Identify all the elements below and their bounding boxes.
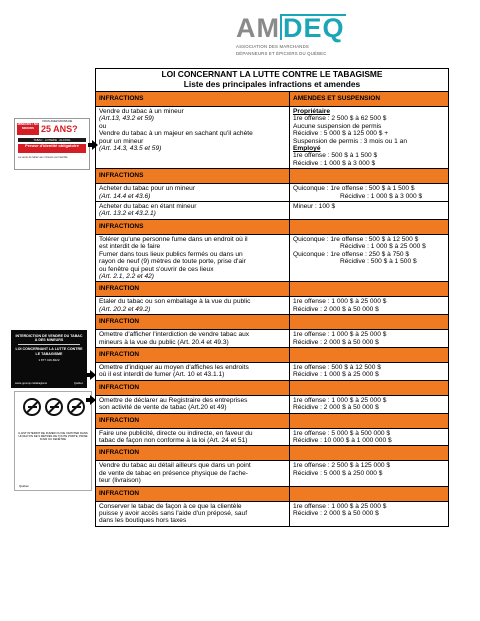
cell-line: Mineur : 100 $ [293, 203, 336, 211]
poster3-text: IL EST INTERDIT DE FUMER OU DE VAPOTER DANS UN RAYON DE 9 MÈTRES DE TOUTE PORTE, PRISE D'AIR OU FENÊTRE [18, 431, 88, 442]
cell-line: mineurs à la vue du public (Art. 20.4 et 49.3) [99, 338, 229, 346]
section-header-empty [290, 220, 448, 234]
infraction-cell [96, 363, 290, 380]
cell-line: Propriétaire [293, 108, 331, 115]
section-header-label: INFRACTION [96, 446, 290, 460]
infraction-section [96, 282, 448, 315]
cell-line: Récidive : 500 $ à 1 500 $ [340, 258, 417, 266]
section-header-label: INFRACTIONS [96, 169, 290, 183]
cell-line: Vendre du tabac au détail ailleurs que dans un point [99, 462, 251, 470]
infractions-table [95, 68, 449, 527]
section-header-label: INFRACTION [96, 414, 290, 428]
table-row [96, 297, 448, 315]
section-header-label: INFRACTION [96, 315, 290, 329]
arrow-icon [86, 370, 96, 380]
section-header-label: INFRACTION [96, 381, 290, 395]
cell-line: (Art. 20.2 et 49.2) [99, 305, 151, 313]
infraction-cell [96, 235, 290, 281]
section-header-label: INFRACTION [96, 348, 290, 362]
section-header-empty [290, 487, 448, 501]
poster1-bar: TABAC · LOTERIE · ALCOOL [18, 138, 86, 142]
section-header [96, 414, 448, 429]
section-header-label: INFRACTION [96, 282, 290, 296]
infraction-cell [96, 396, 290, 413]
cell-line: dans les boutiques hors taxes [99, 517, 187, 525]
cell-line: Tolérer qu'une personne fume dans un endroit où il [99, 235, 248, 243]
cell-line: Récidive : 2 000 $ à 50 000 $ [293, 305, 379, 313]
cell-line: Récidive : 10 000 $ à 1 000 000 $ [293, 436, 392, 444]
infraction-cell [96, 107, 290, 168]
cell-line: Récidive : 5 000 $ à 250 000 $ [293, 469, 383, 477]
section-header-empty [290, 315, 448, 329]
cell-line: Quiconque : 1re offense : 500 $ à 1 500 $ [293, 185, 415, 193]
table-header [96, 92, 448, 107]
poster2-footer-left: sante.gouv.qc.ca/tabagisme [15, 382, 48, 385]
cell-line: (Art. 14.3, 43.5 et 59) [99, 145, 162, 153]
cell-line: 1re offense : 1 000 $ à 25 000 $ [293, 396, 387, 404]
penalty-cell [290, 297, 448, 314]
cell-line: son activité de vente de tabac (Art.20 et 49) [99, 404, 227, 412]
cell-line: 1re offense : 5 000 $ à 500 000 $ [293, 429, 391, 437]
cell-line: Récidive : 1 000 $ à 25 000 $ [293, 371, 379, 379]
cell-line: est interdit de le faire [99, 243, 161, 251]
amdeq-logo [236, 14, 346, 56]
penalty-cell [290, 461, 448, 485]
section-header [96, 348, 448, 363]
table-row [96, 202, 448, 220]
poster2-title: INTERDICTION DE VENDRE DU TABAC À DES MINEURS [15, 334, 83, 343]
section-header [96, 487, 448, 502]
poster2-subtitle: LOI CONCERNANT LA LUTTE CONTRE LE TABAGISME [15, 347, 83, 356]
cell-line: Récidive : 1 000 $ à 3 000 $ [340, 192, 423, 200]
infraction-cell [96, 184, 290, 201]
cell-line: Récidive : 1 000 $ à 3 000 $ [293, 159, 376, 167]
cell-line: rayon de neuf (9) mètres de toute porte, prise d'air [99, 258, 246, 266]
cell-line: (Art. 14.4 et 43.6) [99, 192, 151, 200]
poster1-band: Preuve d'identité obligatoire [18, 144, 86, 153]
cell-line: Employé [293, 145, 321, 153]
logo-am: AM [236, 13, 280, 43]
infraction-cell [96, 502, 290, 526]
cell-line: de vente de tabac en présence physique de l'ache- [99, 469, 248, 477]
table-sections [96, 107, 448, 526]
poster1-age: 25 ANS? [41, 124, 78, 134]
cell-line: 1re offense : 1 000 $ à 25 000 $ [293, 331, 387, 339]
poster1-top-badge: MINEURS / NO MINORS [17, 123, 39, 135]
penalty-cell [290, 429, 448, 446]
cell-line: Omettre d'indiquer au moyen d'affiches les endroits [99, 363, 249, 371]
cell-line: Récidive : 2 000 $ à 50 000 $ [293, 338, 379, 346]
penalty-cell [290, 235, 448, 281]
cell-line: Etaler du tabac ou son emballage à la vue du public [99, 298, 251, 306]
infraction-cell [96, 202, 290, 219]
penalty-cell [290, 502, 448, 526]
cell-line: Vendre du tabac à un majeur en sachant qu'il achète [99, 130, 253, 138]
table-row [96, 363, 448, 381]
table-row [96, 429, 448, 447]
cell-line: Suspension de permis : 3 mois ou 1 an [293, 137, 407, 145]
arrow-icon [86, 395, 96, 405]
infraction-section [96, 315, 448, 348]
penalty-cell [290, 396, 448, 413]
no-smoking-poster [14, 391, 92, 491]
cell-line: Conserver le tabac de façon à ce que la clientèle [99, 502, 242, 510]
cell-line: pour un mineur [99, 137, 144, 145]
poster2-footer [15, 382, 83, 385]
logo-deq: DEQ [280, 14, 346, 40]
penalty-cell [290, 202, 448, 219]
infraction-section [96, 348, 448, 381]
table-row [96, 235, 448, 282]
poster3-footer: Québec [19, 484, 29, 488]
cell-line: Quiconque : 1re offense : 250 $ à 750 $ [293, 250, 410, 258]
title-line-1: LOI CONCERNANT LA LUTTE CONTRE LE TABAGISME [161, 69, 383, 79]
cell-line: Quiconque : 1re offense : 500 $ à 12 500 $ [293, 235, 419, 243]
infraction-section [96, 220, 448, 282]
minors-sale-poster [11, 330, 87, 388]
infraction-section [96, 414, 448, 447]
infraction-cell [96, 461, 290, 485]
section-header [96, 446, 448, 461]
poster2-phone: 1 877 416-8222 [38, 357, 60, 362]
section-header [96, 282, 448, 297]
poster1-label: VOUS AVEZ MOINS DE [42, 119, 73, 123]
section-header-label: INFRACTION [96, 487, 290, 501]
infraction-section [96, 446, 448, 486]
logo-subtitle-1: ASSOCIATION DES MARCHANDS [236, 44, 309, 49]
cell-line: Aucune suspension de permis [293, 122, 382, 130]
no-smoking-icon [23, 398, 41, 416]
cell-line: ou fenêtre qui peut s'ouvrir de ces lieux [99, 265, 214, 273]
table-row [96, 184, 448, 202]
cell-line: 1re offense : 2 500 $ à 62 500 $ [293, 115, 387, 123]
section-header [96, 381, 448, 396]
header-infractions: INFRACTIONS [96, 92, 290, 106]
logo-subtitle-2: DÉPANNEURS ET ÉPICIERS DU QUÉBEC [236, 51, 327, 57]
title-line-2: Liste des principales infractions et amendes [183, 78, 361, 89]
section-header [96, 220, 448, 235]
penalty-cell [290, 107, 448, 168]
cell-line: Acheter du tabac en étant mineur [99, 203, 197, 211]
arrow-icon [88, 140, 98, 150]
infraction-section [96, 169, 448, 220]
cell-line: (Art. 13.2 et 43.2.1) [99, 210, 156, 218]
no-smoking-icon [67, 398, 85, 416]
cell-line: 1re offense : 500 $ à 1 500 $ [293, 152, 378, 160]
table-row [96, 502, 448, 526]
section-header [96, 169, 448, 184]
cell-line: teur (livraison) [99, 477, 141, 485]
cell-line: (Art. 2.1, 2.2 et 42) [99, 272, 154, 280]
age-verification-poster [14, 118, 90, 170]
cell-line: (Art.13, 43.2 et 59) [99, 115, 154, 123]
penalty-cell [290, 330, 448, 347]
logo-wordmark [236, 14, 346, 42]
cell-line: Omettre d'afficher l'interdiction de vendre tabac aux [99, 331, 250, 339]
section-header [96, 315, 448, 330]
cell-line: Récidive : 1 000 $ à 25 000 $ [340, 243, 426, 251]
cell-line: 1re offense : 2 500 $ à 125 000 $ [293, 462, 391, 470]
cell-line: Faire une publicité, directe ou indirecte, en faveur du [99, 429, 253, 437]
infraction-cell [96, 429, 290, 446]
infraction-section [96, 487, 448, 526]
section-header-empty [290, 381, 448, 395]
infraction-section [96, 107, 448, 169]
cell-line: puisse y avoir accès sans l'aide d'un préposé, sauf [99, 510, 248, 517]
infraction-section [96, 381, 448, 414]
cell-line: Récidive : 2 000 $ à 50 000 $ [293, 510, 379, 517]
cell-line: 1re offense : 500 $ à 12 500 $ [293, 363, 381, 371]
cell-line: 1re offense : 1 000 $ à 25 000 $ [293, 502, 387, 510]
section-header-empty [290, 414, 448, 428]
penalty-cell [290, 184, 448, 201]
section-header-empty [290, 169, 448, 183]
table-row [96, 461, 448, 486]
cell-line: tabac de façon non conforme à la loi (Art. 24 et 51) [99, 436, 248, 444]
cell-line: Acheter du tabac pour un mineur [99, 185, 196, 193]
section-header-empty [290, 282, 448, 296]
infraction-cell [96, 297, 290, 314]
cell-line: où il est interdit de fumer (Art. 10 et 43.1.1) [99, 371, 225, 379]
cell-line: 1re offense : 1 000 $ à 25 000 $ [293, 298, 387, 306]
cell-line: Récidive : 5 000 $ à 125 000 $ + [293, 130, 389, 138]
section-header-empty [290, 446, 448, 460]
cell-line: ou [99, 122, 107, 130]
cell-line: Vendre du tabac à un mineur [99, 108, 184, 115]
table-row [96, 330, 448, 348]
no-smoking-icon [45, 398, 63, 416]
header-amendes: AMENDES ET SUSPENSION [293, 95, 381, 102]
cell-line: Récidive : 2 000 $ à 50 000 $ [293, 404, 379, 412]
table-row [96, 107, 448, 169]
poster2-footer-right: Québec [73, 382, 83, 385]
cell-line: Omettre de déclarer au Registraire des entreprises [99, 396, 248, 404]
cell-line: Fumer dans tous lieux publics fermés ou dans un [99, 250, 243, 258]
table-row [96, 396, 448, 414]
poster2-divider [18, 344, 80, 345]
document-title [96, 69, 448, 92]
poster1-footer: La vente de tabac aux mineurs est interdite. [18, 156, 69, 159]
section-header-empty [290, 348, 448, 362]
penalty-cell [290, 363, 448, 380]
section-header-label: INFRACTIONS [96, 220, 290, 234]
infraction-cell [96, 330, 290, 347]
